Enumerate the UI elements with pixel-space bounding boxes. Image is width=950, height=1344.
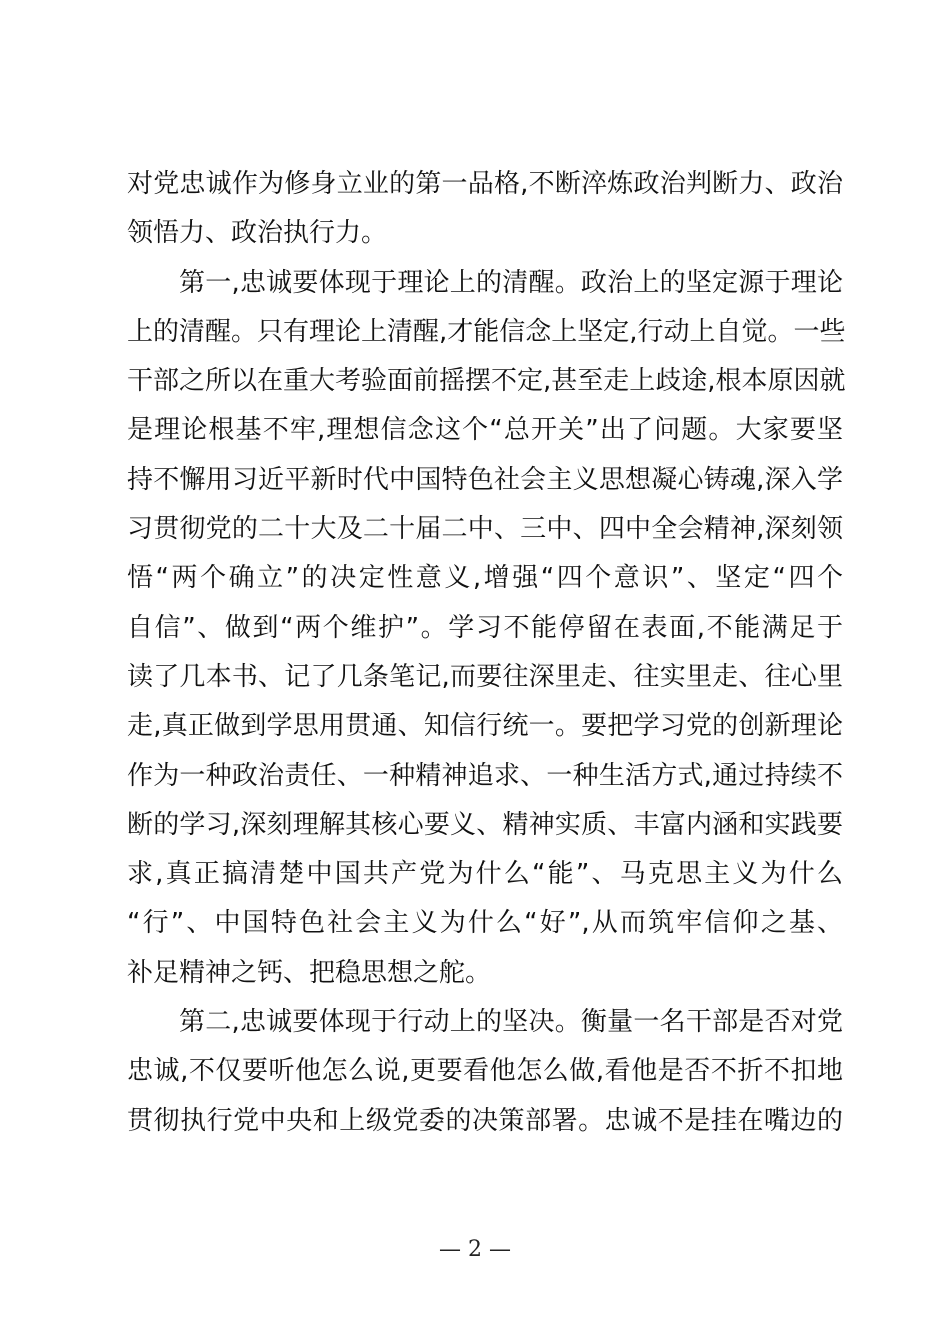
paragraph-first-line: 第一,忠诚要体现于理论上的清醒。政治上的坚定源于理论 [179,267,843,298]
text-line: 读了几本书、记了几条笔记,而要往深里走、往实里走、往心里 [127,661,843,692]
text-line: 作为一种政治责任、一种精神追求、一种生活方式,通过持续不 [127,760,843,791]
text-line: 忠诚,不仅要听他怎么说,更要看他怎么做,看他是否不折不扣地 [127,1056,843,1087]
text-line: “行”、中国特色社会主义为什么“好”,从而筑牢信仰之基、 [127,908,843,939]
text-line: 干部之所以在重大考验面前摇摆不定,甚至走上歧途,根本原因就 [127,366,846,397]
paragraph-first-line: 第二,忠诚要体现于行动上的坚决。衡量一名干部是否对党 [179,1007,843,1038]
text-line: 自信”、做到“两个维护”。学习不能停留在表面,不能满足于 [127,612,843,643]
text-line: 领悟力、政治执行力。 [127,218,388,249]
text-line: 悟“两个确立”的决定性意义,增强“四个意识”、坚定“四个 [127,563,843,594]
page-number: — 2 — [439,1237,511,1262]
text-line: 断的学习,深刻理解其核心要义、精神实质、丰富内涵和实践要 [127,809,843,840]
body-text [127,160,846,1146]
text-line: 对党忠诚作为修身立业的第一品格,不断淬炼政治判断力、政治 [127,169,843,199]
text-line: 贯彻执行党中央和上级党委的决策部署。忠诚不是挂在嘴边的 [127,1105,843,1136]
text-line: 补足精神之钙、把稳思想之舵。 [127,957,492,988]
text-line: 习贯彻党的二十大及二十届二中、三中、四中全会精神,深刻领 [127,514,843,545]
text-line: 求,真正搞清楚中国共产党为什么“能”、马克思主义为什么 [127,859,843,890]
text-line: 持不懈用习近平新时代中国特色社会主义思想凝心铸魂,深入学 [127,464,843,495]
text-line: 上的清醒。只有理论上清醒,才能信念上坚定,行动上自觉。一些 [127,316,846,347]
text-line: 走,真正做到学思用贯通、知信行统一。要把学习党的创新理论 [127,711,843,742]
text-line: 是理论根基不牢,理想信念这个“总开关”出了问题。大家要坚 [127,415,843,446]
